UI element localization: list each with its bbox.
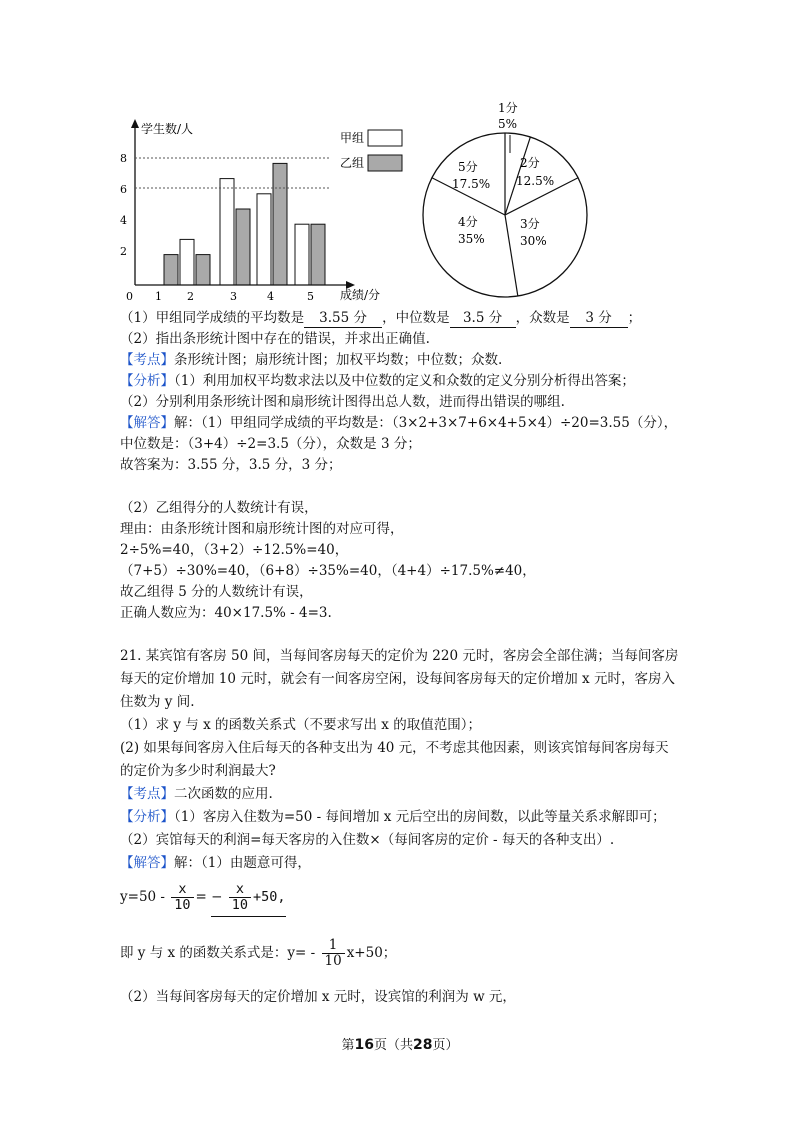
eq2-text-b: x+50； bbox=[346, 945, 397, 961]
pie-label-2: 2分 bbox=[520, 156, 540, 170]
kaodian-tag: 【考点】 bbox=[120, 352, 174, 368]
question-21-part-1: （1）求 y 与 x 的函数关系式（不要求写出 x 的取值范围）； bbox=[120, 717, 481, 733]
pie-pct-1: 5% bbox=[498, 117, 518, 131]
bar-group-a-score-3 bbox=[220, 179, 234, 285]
x-tick-4: 4 bbox=[267, 290, 274, 303]
last-line: （2）当每间客房每天的定价增加 x 元时，设宾馆的利润为 w 元， bbox=[120, 989, 516, 1005]
pie-chart bbox=[420, 95, 600, 305]
question-1-line bbox=[120, 309, 641, 328]
legend-swatch-group-a bbox=[368, 130, 402, 146]
bar-chart bbox=[110, 115, 410, 315]
jieda-1b-line: 中位数是：（3+4）÷2=3.5（分），众数是 3 分； bbox=[120, 436, 421, 452]
equation-1 bbox=[120, 880, 286, 917]
pie-pct-3: 30% bbox=[520, 234, 547, 248]
bar-group-a-score-5 bbox=[295, 224, 309, 285]
x-tick-5: 5 bbox=[307, 290, 314, 303]
kaodian-tag: 【考点】 bbox=[120, 786, 174, 802]
fenxi-2-line bbox=[120, 808, 666, 826]
q1-median-answer: 3.5 分 bbox=[450, 309, 516, 328]
x-tick-3: 3 bbox=[230, 290, 237, 303]
jieda-tag: 【解答】 bbox=[120, 855, 174, 871]
origin-label: 0 bbox=[126, 290, 133, 303]
fenxi-1-line bbox=[120, 372, 635, 390]
question-21-line-a: 21. 某宾馆有客房 50 间，当每间客房每天的定价为 220 元时，客房会全部住满；当每间客房 bbox=[120, 648, 679, 664]
fenxi-2-text: （1）客房入住数为=50 - 每间增加 x 元后空出的房间数，以此等量关系求解即可； bbox=[174, 809, 666, 825]
y-tick-8: 8 bbox=[120, 152, 127, 165]
jieda-2f-line: 正确人数应为：40×17.5% - 4=3. bbox=[120, 605, 332, 621]
bar-group-b-score-2 bbox=[196, 255, 210, 285]
x-axis-label: 成绩/分 bbox=[340, 288, 381, 302]
page-footer: 第16页（共28页） bbox=[341, 1037, 459, 1053]
legend-label-group-a: 甲组 bbox=[340, 131, 365, 145]
q1-text-d: ； bbox=[627, 310, 642, 326]
question-2-line: （2）指出条形统计图中存在的错误，并求出正确值. bbox=[120, 331, 430, 347]
question-21-line-c: 住数为 y 间. bbox=[120, 694, 195, 710]
q1-text-c: ，众数是 bbox=[515, 310, 570, 326]
jieda-1c-line: 故答案为：3.55 分，3.5 分，3 分； bbox=[120, 457, 342, 473]
fenxi-tag: 【分析】 bbox=[120, 809, 174, 825]
fenxi-2b-line: （2）宾馆每天的利润=每天客房的入住数×（每间客房的定价 - 每天的各种支出）. bbox=[120, 832, 615, 848]
pie-label-1: 1分 bbox=[498, 101, 518, 115]
jieda-1-line bbox=[120, 414, 677, 432]
jieda-2d-line: （7+5）÷30%=40，（6+8）÷35%=40，（4+4）÷17.5%≠40， bbox=[120, 563, 536, 579]
fenxi-1-text: （1）利用加权平均数求法以及中位数的定义和众数的定义分别分析得出答案； bbox=[174, 373, 635, 389]
jieda-3-line bbox=[120, 854, 311, 872]
bar-group-b-score-1 bbox=[164, 255, 178, 285]
legend-label-group-b: 乙组 bbox=[340, 156, 365, 170]
jieda-1-text: 解：（1）甲组同学成绩的平均数是：（3×2+3×7+6×4+5×4）÷20=3.55（分）， bbox=[174, 415, 678, 431]
eq1-fraction: $\frac{x}{10}$ bbox=[171, 882, 193, 913]
q1-mode-answer: 3 分 bbox=[570, 309, 628, 328]
pie-pct-5: 17.5% bbox=[452, 177, 491, 191]
bar-group-b-score-5 bbox=[311, 224, 325, 285]
kaodian-2-text: 二次函数的应用. bbox=[174, 786, 273, 802]
jieda-2b-line: 理由：由条形统计图和扇形统计图的对应可得， bbox=[120, 521, 404, 537]
eq1-equals: = bbox=[195, 889, 207, 905]
q1-text-b: ，中位数是 bbox=[382, 310, 450, 326]
equation-2 bbox=[120, 935, 396, 971]
pie-label-4: 4分 bbox=[458, 215, 478, 229]
page-total: 28 bbox=[413, 1037, 433, 1053]
question-21-line-b: 每天的定价增加 10 元时，就会有一间客房空闲，设每间客房每天的定价增加 x 元时，客房入 bbox=[120, 671, 675, 687]
eq2-fraction: $\frac{1}{10}$ bbox=[322, 938, 345, 969]
jieda-tag: 【解答】 bbox=[120, 415, 174, 431]
fenxi-tag: 【分析】 bbox=[120, 373, 174, 389]
y-axis-label: 学生数/人 bbox=[141, 122, 194, 136]
question-21-part-2b: 的定价为多少时利润最大? bbox=[120, 763, 276, 779]
bar-group-b-score-4 bbox=[273, 163, 287, 285]
pie-pct-4: 35% bbox=[458, 232, 485, 246]
bar-group-a-score-2 bbox=[180, 239, 194, 285]
pie-label-5: 5分 bbox=[458, 160, 478, 174]
kaodian-1-line bbox=[120, 351, 502, 369]
kaodian-2-line bbox=[120, 785, 273, 803]
y-tick-2: 2 bbox=[120, 245, 127, 258]
pie-pct-2: 12.5% bbox=[516, 174, 555, 188]
jieda-2c-line: 2÷5%=40，（3+2）÷12.5%=40， bbox=[120, 542, 349, 558]
fenxi-1b-line: （2）分别利用条形统计图和扇形统计图得出总人数，进而得出错误的哪组. bbox=[120, 394, 565, 410]
pie-label-3: 3分 bbox=[520, 217, 540, 231]
q1-mean-answer: 3.55 分 bbox=[304, 309, 382, 328]
eq1-lhs: y=50 - bbox=[120, 889, 165, 905]
legend-swatch-group-b bbox=[368, 155, 402, 171]
jieda-2a-line: （2）乙组得分的人数统计有误， bbox=[120, 500, 318, 516]
kaodian-1-text: 条形统计图；扇形统计图；加权平均数；中位数；众数. bbox=[174, 352, 503, 368]
x-tick-2: 2 bbox=[187, 290, 194, 303]
y-axis-arrow bbox=[131, 119, 139, 128]
question-21-part-2a: (2) 如果每间客房入住后每天的各种支出为 40 元，不考虑其他因素，则该宾馆每间客房每天 bbox=[120, 740, 669, 756]
jieda-3-text: 解：（1）由题意可得， bbox=[174, 855, 311, 871]
y-tick-4: 4 bbox=[120, 214, 127, 227]
x-tick-1: 1 bbox=[155, 290, 162, 303]
eq1-rhs: − $\frac{x}{10}$ +50, bbox=[211, 880, 285, 917]
jieda-2e-line: 故乙组得 5 分的人数统计有误， bbox=[120, 584, 313, 600]
bar-group-a-score-4 bbox=[257, 194, 271, 285]
eq2-text-a: 即 y 与 x 的函数关系式是：y= - bbox=[120, 945, 316, 961]
q1-text-a: （1）甲组同学成绩的平均数是 bbox=[120, 310, 305, 326]
y-tick-6: 6 bbox=[120, 183, 127, 196]
bar-group-b-score-3 bbox=[236, 209, 250, 285]
page-number: 16 bbox=[354, 1037, 374, 1053]
